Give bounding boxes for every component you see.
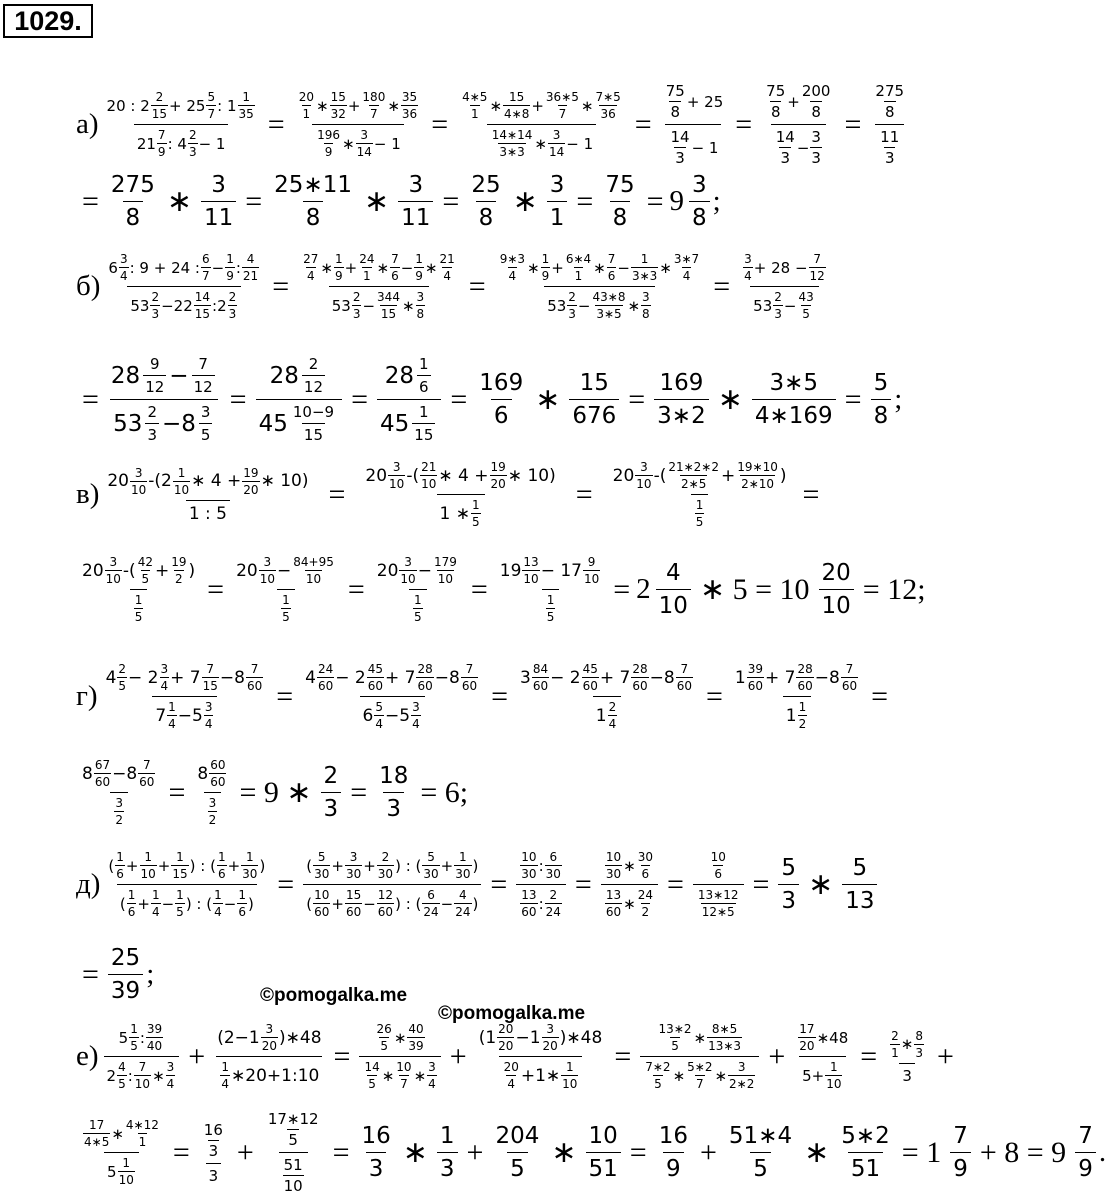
part-v-label: в) — [76, 478, 100, 510]
part-g-line-1: г) 4 $\frac{2}{5}$ − 2 $\frac{3}{4}$ + 7 $\frac{7}{15}$ −8 $\frac{7}{60}$ 7 $\frac{1}{4}$ −5 $\frac{3}{4}$ = 4 $\frac{24}{60}$ − 2 $\frac{45}{60}$ + 7 $\frac{28}{60}$ −8 $\frac{7}{60}$ 6 $\frac{5}{4}$ −5 $\frac{3}{4}$ = 3 $\frac{84}{60}$ − 2 $\frac{45}{60}$ + 7 $\frac{28}{60}$ −8 $\frac{7}{60}$ 1 $\frac{2}{4}$ = 1 $\frac{39}{60}$ + 7 $\frac{28}{60}$ −8 $\frac{7}{60}$ 1 $\frac{1}{2}$ = — [76, 662, 889, 731]
part-v-line-1: в) 20 $\frac{3}{10}$ -(2 $\frac{1}{10}$ ∗ 4 + $\frac{19}{20}$ ∗ 10) 1 : 5 = 20 $\frac{3}{10}$ -( $\frac{21}{10}$ ∗ 4 + $\frac{19}{20}$ ∗ 10) 1 ∗ $\frac{1}{5}$ = 20 $\frac{3}{10}$ -( $\frac{21∗2∗2}{2∗5}$ + $\frac{19∗10}{2∗10}$ ) $\frac{1}{5}$ = — [76, 460, 820, 529]
part-a-line-1: а) 20 : 2 $\frac{2}{15}$ + 25 $\frac{5}{7}$ : 1 $\frac{1}{35}$ 21 $\frac{7}{9}$ : 4 $\frac{2}{3}$ − 1 = $\frac{20}{1}$ ∗ $\frac{15}{32}$ + $\frac{180}{7}$ ∗ $\frac{35}{36}$ $\frac{196}{9}$ ∗ $\frac{3}{14}$ − 1 = $\frac{4∗5}{1}$ ∗ $\frac{15}{4∗8}$ + $\frac{36∗5}{7}$ ∗ $\frac{7∗5}{36}$ $\frac{14∗14}{3∗3}$ ∗ $\frac{3}{14}$ − 1 = $\frac{75}{8}$ + 25 $\frac{14}{3}$ − 1 = $\frac{75}{8}$ + $\frac{200}{8}$ $\frac{14}{3}$ − $\frac{3}{3}$ = $\frac{\frac{275}{8}}{\frac{11}{3}}$ — [76, 82, 905, 167]
watermark-1: ©pomogalka.me — [260, 985, 408, 1006]
part-e-line-1: е) 5 $\frac{1}{5}$ : $\frac{39}{40}$ 2 $\frac{4}{5}$ : $\frac{7}{10}$ ∗ $\frac{3}{4}$ + (2−1 $\frac{3}{20}$ )∗48 $\frac{1}{4}$ ∗20+1:10 = $\frac{26}{5}$ ∗ $\frac{40}{39}$ $\frac{14}{5}$ ∗ $\frac{10}{7}$ ∗ $\frac{3}{4}$ + (1 $\frac{20}{20}$ −1 $\frac{3}{20}$ )∗48 $\frac{20}{4}$ +1∗ $\frac{1}{10}$ = $\frac{13∗2}{5}$ ∗ $\frac{8∗5}{13∗3}$ $\frac{7∗2}{5}$ ∗ $\frac{5∗2}{7}$ ∗ $\frac{3}{2∗2}$ + $\frac{17}{20}$ ∗48 5+ $\frac{1}{10}$ = $\frac{2}{1}$ ∗ $\frac{8}{3}$ 3 + — [76, 1022, 954, 1091]
part-a-line-2: = $\frac{275}{8}$ ∗ $\frac{3}{11}$ = $\frac{25∗11}{8}$ ∗ $\frac{3}{11}$ = $\frac{25}{8}$ ∗ $\frac{3}{1}$ = $\frac{75}{8}$ = 9 $\frac{3}{8}$ ; — [82, 172, 721, 231]
part-d-label: д) — [76, 868, 101, 900]
part-e-label: е) — [76, 1040, 99, 1072]
part-d-line-1: д) ( $\frac{1}{6}$ + $\frac{1}{10}$ + $\frac{1}{15}$ ) : ( $\frac{1}{6}$ + $\frac{1}{30}$ ) ( $\frac{1}{6}$ + $\frac{1}{4}$ − $\frac{1}{5}$ ) : ( $\frac{1}{4}$ − $\frac{1}{6}$ ) = ( $\frac{5}{30}$ + $\frac{3}{30}$ + $\frac{2}{30}$ ) : ( $\frac{5}{30}$ + $\frac{1}{30}$ ) ( $\frac{10}{60}$ + $\frac{15}{60}$ − $\frac{12}{60}$ ) : ( $\frac{6}{24}$ − $\frac{4}{24}$ ) = $\frac{10}{30}$ : $\frac{6}{30}$ $\frac{13}{60}$ : $\frac{2}{24}$ = $\frac{10}{30}$ ∗ $\frac{30}{6}$ $\frac{13}{60}$ ∗ $\frac{24}{2}$ = $\frac{\frac{10}{6}}{\frac{13∗12}{12∗5}}$ = $\frac{5}{3}$ ∗ $\frac{5}{13}$ — [76, 850, 880, 919]
part-b-line-2: = 28 $\frac{9}{12}$ − $\frac{7}{12}$ 53 $\frac{2}{3}$ −8 $\frac{3}{5}$ = 28 $\frac{2}{12}$ 45 $\frac{10-9}{15}$ = 28 $\frac{1}{6}$ 45 $\frac{1}{15}$ = $\frac{169}{6}$ ∗ $\frac{15}{676}$ = $\frac{169}{3∗2}$ ∗ $\frac{3∗5}{4∗169}$ = $\frac{5}{8}$ ; — [82, 355, 903, 444]
part-b-line-1: б) 6 $\frac{3}{4}$ : 9 + 24 : $\frac{6}{7}$ − $\frac{1}{9}$ : $\frac{4}{21}$ 53 $\frac{2}{3}$ −22 $\frac{14}{15}$ :2 $\frac{2}{3}$ = $\frac{27}{4}$ ∗ $\frac{1}{9}$ + $\frac{24}{1}$ ∗ $\frac{7}{6}$ − $\frac{1}{9}$ ∗ $\frac{21}{4}$ 53 $\frac{2}{3}$ − $\frac{344}{15}$ ∗ $\frac{3}{8}$ = $\frac{9∗3}{4}$ ∗ $\frac{1}{9}$ + $\frac{6∗4}{1}$ ∗ $\frac{7}{6}$ − $\frac{1}{3∗3}$ ∗ $\frac{3∗7}{4}$ 53 $\frac{2}{3}$ − $\frac{43∗8}{3∗5}$ ∗ $\frac{3}{8}$ = $\frac{3}{4}$ + 28 − $\frac{7}{12}$ 53 $\frac{2}{3}$ − $\frac{43}{5}$ — [76, 252, 825, 321]
watermark-2: ©pomogalka.me — [438, 1003, 586, 1024]
part-g-label: г) — [76, 680, 98, 712]
part-e-line-2: $\frac{17}{4∗5}$ ∗ $\frac{4∗12}{1}$ 5 $\frac{1}{10}$ = $\frac{\frac{16}{3}}{3}$ + $\frac{\frac{17∗12}{5}}{\frac{51}{10}}$ = $\frac{16}{3}$ ∗ $\frac{1}{3}$ + $\frac{204}{5}$ ∗ $\frac{10}{51}$ = $\frac{16}{9}$ + $\frac{51∗4}{5}$ ∗ $\frac{5∗2}{51}$ = 1 $\frac{7}{9}$ + 8 = 9 $\frac{7}{9}$ . — [84, 1110, 1107, 1195]
part-v-line-2: 20 $\frac{3}{10}$ -( $\frac{42}{5}$ + $\frac{19}{2}$ ) $\frac{1}{5}$ = 20 $\frac{3}{10}$ − $\frac{84+95}{10}$ $\frac{1}{5}$ = 20 $\frac{3}{10}$ − $\frac{179}{10}$ $\frac{1}{5}$ = 19 $\frac{13}{10}$ − 17 $\frac{9}{10}$ $\frac{1}{5}$ = 2 $\frac{4}{10}$ ∗ 5 = 10 $\frac{20}{10}$ = 12; — [82, 555, 926, 624]
part-b-label: б) — [76, 270, 101, 302]
problem-number: 1029. — [3, 4, 93, 38]
part-a-label: а) — [76, 108, 99, 140]
part-d-line-2: = $\frac{25}{39}$ ; — [82, 945, 155, 1004]
part-g-line-2: 8 $\frac{67}{60}$ −8 $\frac{7}{60}$ $\frac{3}{2}$ = 8 $\frac{60}{60}$ $\frac{3}{2}$ = 9 ∗ $\frac{2}{3}$ = $\frac{18}{3}$ = 6; — [82, 758, 469, 827]
